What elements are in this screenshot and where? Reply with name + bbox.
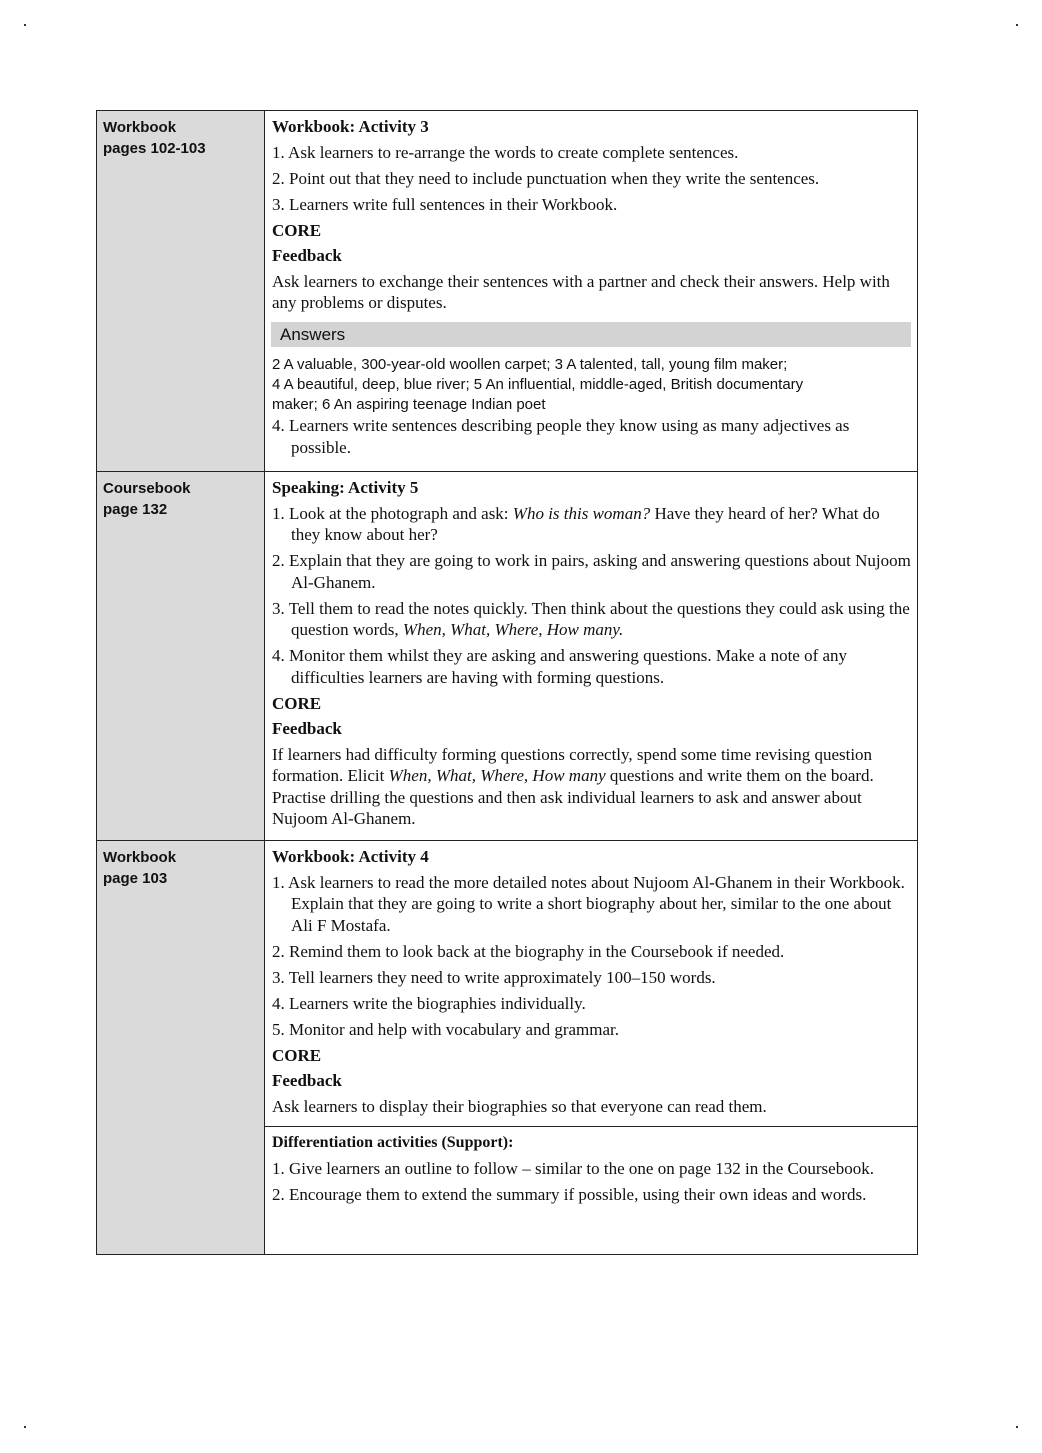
text: 3. Tell them to read the notes quickly. Then think about the questions they could ask using the question words, (272, 598, 910, 639)
list-item: 1. Give learners an outline to follow – similar to the one on page 132 in the Coursebook. (272, 1158, 874, 1178)
activity-title: Workbook: Activity 3 (272, 117, 429, 136)
answers-line: 2 A valuable, 300-year-old woollen carpet; 3 A talented, tall, young film maker; (272, 356, 788, 373)
reference-pages: pages 102-103 (103, 140, 206, 157)
reference-pages: page 103 (103, 870, 168, 887)
list-item: 2. Point out that they need to include punctuation when they write the sentences. (272, 168, 820, 188)
feedback-heading: Feedback (272, 246, 342, 265)
core-label: CORE (272, 220, 322, 240)
text: questions and write them on the board. Practise drilling the questions and then ask individual learners to ask and answer about Nujoom Al-Ghanem. (272, 766, 874, 828)
core-label: CORE (272, 1045, 322, 1065)
crop-mark (24, 24, 26, 26)
reference-cell (97, 111, 265, 472)
list-item (272, 598, 911, 641)
feedback-heading: Feedback (272, 719, 342, 738)
reference-book: Coursebook (103, 480, 191, 497)
table-row (97, 111, 918, 472)
feedback-text: Ask learners to display their biographies so that everyone can read them. (272, 1096, 767, 1116)
crop-mark (1016, 24, 1018, 26)
activity-cell (265, 841, 918, 1127)
differentiation-title: Differentiation activities (Support): (272, 1134, 514, 1151)
list-item: 3. Learners write full sentences in their Workbook. (272, 194, 618, 214)
text: Have they heard of her? What do they know about her? (291, 503, 880, 544)
list-item (272, 503, 911, 546)
text: 1. Look at the photograph and ask: (272, 503, 513, 523)
list-item: 4. Monitor them whilst they are asking and answering questions. Make a note of any difficulties learners are having with forming questions. (272, 646, 848, 687)
list-item: 2. Encourage them to extend the summary if possible, using their own ideas and words. (272, 1184, 867, 1204)
activity-cell (265, 111, 918, 472)
list-item: 3. Tell learners they need to write approximately 100–150 words. (272, 967, 716, 987)
reference-cell (97, 841, 265, 1255)
activity-cell (265, 472, 918, 841)
answers-heading: Answers (271, 322, 911, 348)
reference-cell (97, 472, 265, 841)
answers-line: maker; 6 An aspiring teenage Indian poet (272, 396, 546, 413)
activity-title: Workbook: Activity 4 (272, 847, 429, 866)
list-item: 1. Ask learners to read the more detailed notes about Nujoom Al-Ghanem in their Workbook. Explain that they are going to write a short biography about her, similar to the one about Ali F Mostafa. (272, 872, 905, 935)
list-item: 5. Monitor and help with vocabulary and grammar. (272, 1019, 619, 1039)
italic-words: When, What, Where, How many. (402, 620, 624, 639)
list-item: 4. Learners write sentences describing people they know using as many adjectives as possible. (272, 416, 850, 457)
feedback-text: Ask learners to exchange their sentences with a partner and check their answers. Help with any problems or disputes. (272, 271, 890, 312)
lesson-plan-table (96, 110, 918, 1255)
list-item: 1. Ask learners to re-arrange the words to create complete sentences. (272, 142, 739, 162)
italic-words: When, What, Where, How many (388, 766, 606, 785)
differentiation-cell (265, 1127, 918, 1255)
activity-title: Speaking: Activity 5 (272, 478, 419, 497)
reference-pages: page 132 (103, 501, 168, 518)
table-row (97, 841, 918, 1127)
feedback-heading: Feedback (272, 1071, 342, 1090)
list-item: 2. Explain that they are going to work in pairs, asking and answering questions about Nujoom Al-Ghanem. (272, 551, 911, 592)
italic-question: Who is this woman? (512, 503, 651, 523)
reference-book: Workbook (103, 119, 177, 136)
feedback-text (272, 744, 911, 830)
reference-book: Workbook (103, 849, 177, 866)
crop-mark (1016, 1426, 1018, 1428)
table-row (97, 472, 918, 841)
crop-mark (24, 1426, 26, 1428)
text: If learners had difficulty forming questions correctly, spend some time revising question formation. Elicit (272, 744, 873, 785)
answers-line: 4 A beautiful, deep, blue river; 5 An influential, middle-aged, British documentary (272, 376, 804, 393)
core-label: CORE (272, 693, 322, 713)
list-item: 4. Learners write the biographies individually. (272, 993, 586, 1013)
list-item: 2. Remind them to look back at the biography in the Coursebook if needed. (272, 941, 785, 961)
